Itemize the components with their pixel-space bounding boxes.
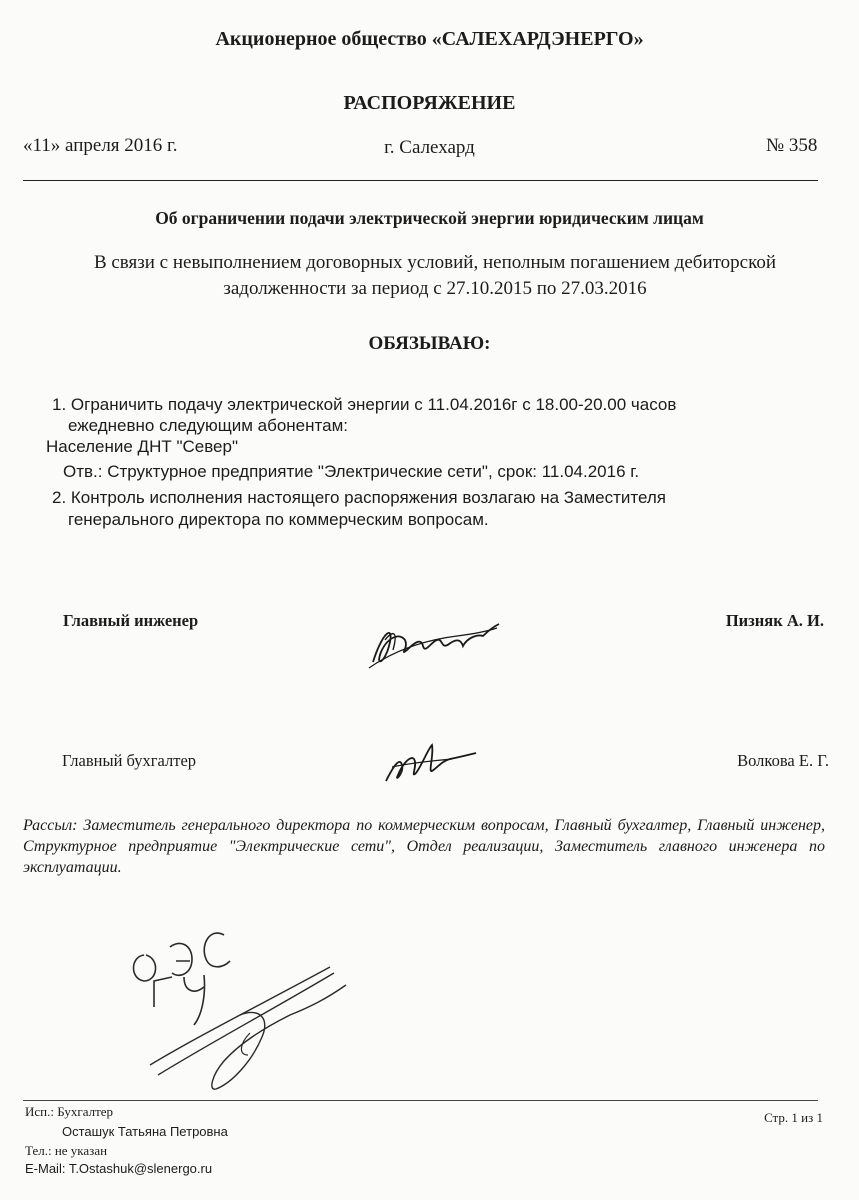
abonent-name: Население ДНТ "Север" — [46, 437, 239, 456]
document-date: «11» апреля 2016 г. — [23, 135, 178, 156]
obligate-heading: ОБЯЗЫВАЮ: — [368, 333, 491, 354]
handwritten-note — [120, 915, 360, 1105]
company-name: Акционерное общество «САЛЕХАРДЭНЕРГО» — [215, 28, 644, 50]
document-subject: Об ограничении подачи электрической энергии юридическим лицам — [155, 208, 704, 228]
footer-phone: Тел.: не указан — [25, 1143, 108, 1158]
signature-1 — [365, 610, 505, 675]
document-number: № 358 — [766, 135, 818, 156]
order-item-1 — [52, 394, 825, 436]
signer-2-role: Главный бухгалтер — [62, 751, 197, 770]
footer-executor-name: Осташук Татьяна Петровна — [62, 1124, 228, 1139]
footer-executor: Исп.: Бухгалтер — [25, 1104, 114, 1119]
header-divider — [23, 180, 818, 181]
distribution-list: Рассыл: Заместитель генерального директора по коммерческим вопросам, Главный бухгалтер, Главный инженер, Структурное предприятие "Электрические сети", Отдел реализации, Заместитель главного инженера по эксплуатации. — [23, 817, 825, 876]
document-basis: В связи с невыполнением договорных условий, неполным погашением дебиторской задолженности за период с 27.10.2015 по 27.03.2016 — [93, 252, 777, 299]
signature-2 — [380, 735, 480, 790]
order-item-2-line2: генерального директора по коммерческим вопросам. — [68, 510, 489, 529]
signer-2-name: Волкова Е. Г. — [737, 751, 829, 770]
page-indicator: Стр. 1 из 1 — [764, 1110, 823, 1125]
order-item-1-line2: ежедневно следующим абонентам: — [68, 416, 348, 435]
footer-email: E-Mail: T.Ostashuk@slenergo.ru — [25, 1161, 213, 1176]
order-item-1-line1: 1. Ограничить подачу электрической энергии с 11.04.2016г с 18.00-20.00 часов — [52, 395, 677, 414]
signer-1-name: Пизняк А. И. — [725, 611, 824, 630]
order-item-2-line1: 2. Контроль исполнения настоящего распоряжения возлагаю на Заместителя — [52, 488, 667, 507]
signer-1-role: Главный инженер — [63, 611, 199, 630]
document-city: г. Салехард — [384, 137, 475, 158]
document-type: РАСПОРЯЖЕНИЕ — [343, 92, 516, 114]
responsible-line: Отв.: Структурное предприятие "Электрические сети", срок: 11.04.2016 г. — [63, 462, 640, 481]
order-item-2 — [52, 487, 825, 531]
footer-divider — [23, 1100, 818, 1101]
